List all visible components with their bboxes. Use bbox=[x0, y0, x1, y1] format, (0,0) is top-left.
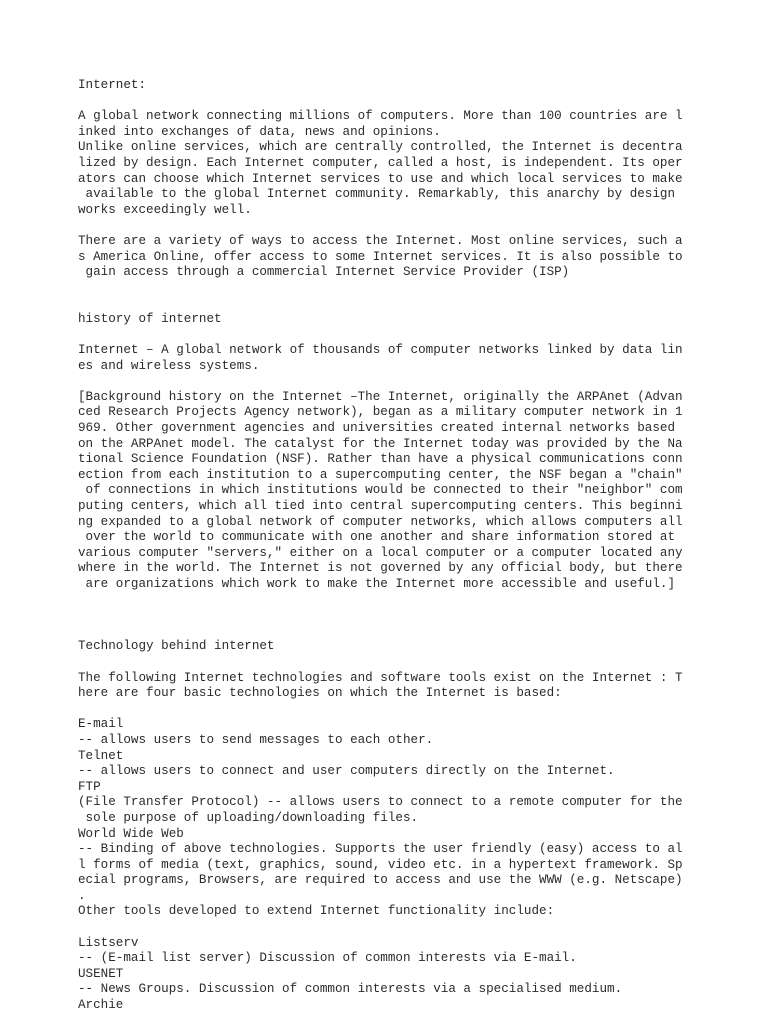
text-line: There are a variety of ways to access the Internet. Most online services, such a bbox=[78, 233, 683, 248]
heading-history: history of internet bbox=[78, 311, 222, 326]
text-line: Other tools developed to extend Internet functionality include: bbox=[78, 904, 555, 919]
text-line: E-mail bbox=[78, 717, 124, 732]
text-line: USENET bbox=[78, 966, 124, 981]
text-line: over the world to communicate with one another and share information stored at bbox=[78, 530, 676, 545]
document-page bbox=[78, 78, 698, 1029]
text-line: s America Online, offer access to some Internet services. It is also possible to bbox=[78, 249, 683, 264]
paragraph bbox=[78, 936, 698, 1014]
text-line: ators can choose which Internet services to use and which local services to make bbox=[78, 171, 683, 186]
text-line: -- Binding of above technologies. Supports the user friendly (easy) access to al bbox=[78, 842, 683, 857]
text-line: -- allows users to connect and user computers directly on the Internet. bbox=[78, 764, 615, 779]
text-line: various computer "servers," either on a local computer or a computer located any bbox=[78, 545, 683, 560]
text-line: puting centers, which all tied into central supercomputing centers. This beginni bbox=[78, 499, 683, 514]
text-line: tional Science Foundation (NSF). Rather than have a physical communications conn bbox=[78, 452, 683, 467]
spacer bbox=[78, 608, 698, 624]
paragraph bbox=[78, 343, 698, 374]
text-line: are organizations which work to make the Internet more accessible and useful.] bbox=[78, 577, 676, 591]
heading-internet: Internet: bbox=[78, 78, 147, 92]
text-line: [Background history on the Internet –The Internet, originally the ARPAnet (Advan bbox=[78, 389, 683, 404]
heading-technology: Technology behind internet bbox=[78, 639, 275, 654]
text-line: ng expanded to a global network of computer networks, which allows computers all bbox=[78, 514, 683, 529]
text-line: inked into exchanges of data, news and opinions. bbox=[78, 124, 441, 139]
text-line: gain access through a commercial Internet Service Provider (ISP) bbox=[78, 265, 570, 280]
text-line: lized by design. Each Internet computer, called a host, is independent. Its oper bbox=[78, 155, 683, 170]
text-line: es and wireless systems. bbox=[78, 358, 260, 373]
paragraph bbox=[78, 109, 698, 218]
text-line: Unlike online services, which are centrally controlled, the Internet is decentra bbox=[78, 140, 683, 155]
text-line: ced Research Projects Agency network), began as a military computer network in 1 bbox=[78, 405, 683, 420]
text-line: 969. Other government agencies and universities created internal networks based bbox=[78, 421, 676, 436]
text-line: -- News Groups. Discussion of common interests via a specialised medium. bbox=[78, 982, 623, 997]
text-line: of connections in which institutions would be connected to their "neighbor" com bbox=[78, 483, 683, 498]
paragraph bbox=[78, 390, 698, 593]
text-line: sole purpose of uploading/downloading files. bbox=[78, 810, 419, 825]
spacer bbox=[78, 296, 698, 312]
paragraph bbox=[78, 234, 698, 281]
text-line: Internet – A global network of thousands of computer networks linked by data lin bbox=[78, 343, 683, 358]
section-technology bbox=[78, 639, 698, 1013]
text-line: Listserv bbox=[78, 935, 139, 950]
text-line: here are four basic technologies on which the Internet is based: bbox=[78, 686, 562, 701]
text-line: l forms of media (text, graphics, sound, video etc. in a hypertext framework. Sp bbox=[78, 857, 683, 872]
text-line: works exceedingly well. bbox=[78, 202, 252, 217]
section-internet bbox=[78, 78, 698, 281]
spacer bbox=[78, 624, 698, 640]
text-line: FTP bbox=[78, 779, 101, 794]
section-title bbox=[78, 312, 698, 328]
text-line: Telnet bbox=[78, 748, 124, 763]
text-line: Archie bbox=[78, 998, 124, 1013]
text-line: . bbox=[78, 888, 86, 903]
section-history bbox=[78, 312, 698, 593]
text-line: on the ARPAnet model. The catalyst for the Internet today was provided by the Na bbox=[78, 436, 683, 451]
text-line: -- allows users to send messages to each other. bbox=[78, 732, 434, 747]
text-line: The following Internet technologies and software tools exist on the Internet : T bbox=[78, 670, 683, 685]
section-title bbox=[78, 639, 698, 655]
text-line: A global network connecting millions of computers. More than 100 countries are l bbox=[78, 109, 683, 124]
section-title bbox=[78, 78, 698, 94]
text-line: -- (E-mail list server) Discussion of common interests via E-mail. bbox=[78, 951, 577, 966]
text-line: ecial programs, Browsers, are required to access and use the WWW (e.g. Netscape) bbox=[78, 873, 683, 888]
paragraph bbox=[78, 671, 698, 702]
text-line: where in the world. The Internet is not governed by any official body, but there bbox=[78, 561, 683, 576]
text-line: ection from each institution to a supercomputing center, the NSF began a "chain" bbox=[78, 467, 683, 482]
text-line: (File Transfer Protocol) -- allows users to connect to a remote computer for the bbox=[78, 795, 683, 810]
paragraph bbox=[78, 717, 698, 920]
text-line: World Wide Web bbox=[78, 826, 184, 841]
text-line: available to the global Internet community. Remarkably, this anarchy by design bbox=[78, 187, 676, 202]
